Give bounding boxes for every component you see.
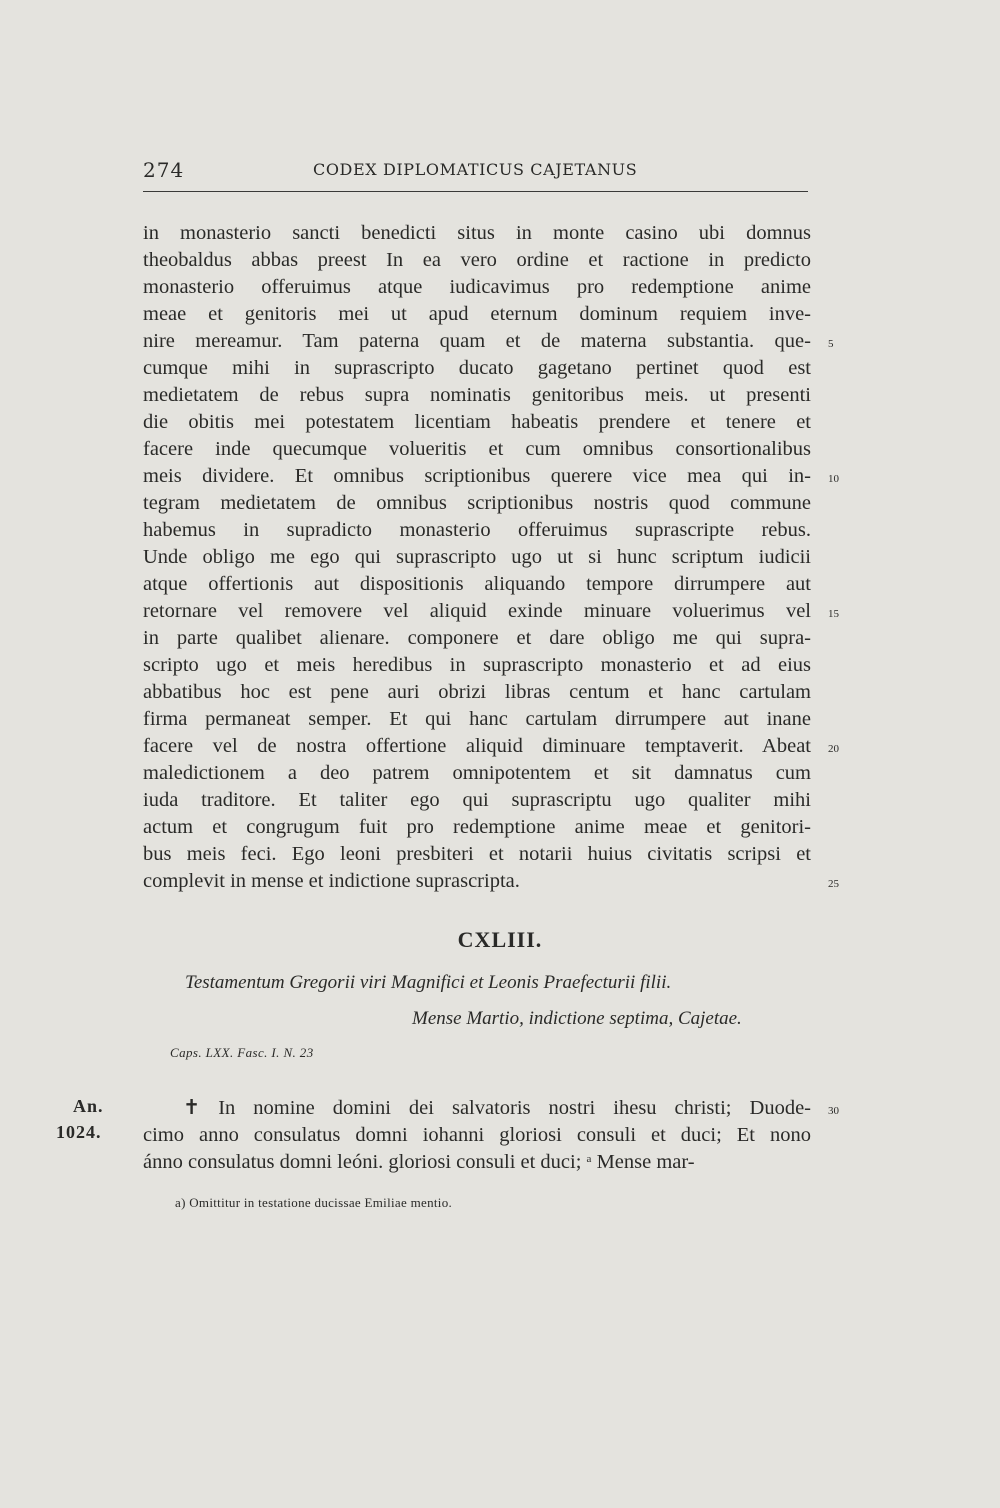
text-line: meis dividere. Et omnibus scriptionibus querere vice mea qui in- xyxy=(143,465,811,487)
text-line: iuda traditore. Et taliter ego qui suprascriptu ugo qualiter mihi xyxy=(143,789,811,811)
margin-year-label: An. xyxy=(73,1096,104,1116)
document-text-line: cimo anno consulatus domni iohanni gloriosi consuli et duci; Et nono xyxy=(143,1124,811,1146)
text-line: complevit in mense et indictione suprascripta. xyxy=(143,870,520,892)
text-line: scripto ugo et meis heredibus in suprascripto monasterio et ad eius xyxy=(143,654,811,676)
text-line: facere vel de nostra offertione aliquid diminuare temptaverit. Abeat xyxy=(143,735,811,757)
line-number: 25 xyxy=(828,878,839,890)
page-number: 274 xyxy=(143,158,185,182)
running-title: CODEX DIPLOMATICUS CAJETANUS xyxy=(313,160,638,179)
text-line: tegram medietatem de omnibus scriptionibus nostris quod commune xyxy=(143,492,811,514)
text-line: nire mereamur. Tam paterna quam et de materna substantia. que- xyxy=(143,330,811,352)
text-line: bus meis feci. Ego leoni presbiteri et notarii huius civitatis scripsi et xyxy=(143,843,811,865)
text-line: theobaldus abbas preest In ea vero ordine et ractione in predicto xyxy=(143,249,811,271)
footnote: a) Omittitur in testatione ducissae Emiliae mentio. xyxy=(175,1195,453,1210)
text-line: cumque mihi in suprascripto ducato gagetano pertinet quod est xyxy=(143,357,811,379)
document-title: Testamentum Gregorii viri Magnifici et Leonis Praefecturii filii. xyxy=(185,972,672,993)
text-line: actum et congrugum fuit pro redemptione anime meae et genitori- xyxy=(143,816,811,838)
document-text-line-tail: Mense mar- xyxy=(591,1151,695,1173)
document-text-line xyxy=(143,1149,811,1176)
text-line: medietatem de rebus supra nominatis genitoribus meis. ut presenti xyxy=(143,384,811,406)
margin-year-value: 1024. xyxy=(56,1122,102,1142)
line-number: 5 xyxy=(828,338,834,350)
text-line: monasterio offeruimus atque iudicavimus pro redemptione anime xyxy=(143,276,811,298)
line-number: 15 xyxy=(828,608,839,620)
text-line: firma permaneat semper. Et qui hanc cartulam dirrumpere aut inane xyxy=(143,708,811,730)
text-line: maledictionem a deo patrem omnipotentem et sit damnatus cum xyxy=(143,762,811,784)
line-number: 30 xyxy=(828,1105,839,1117)
text-line: atque offertionis aut dispositionis aliquando tempore dirrumpere aut xyxy=(143,573,811,595)
footnote-marker: a xyxy=(586,1153,592,1165)
header-rule xyxy=(143,191,808,192)
text-line: Unde obligo me ego qui suprascripto ugo ut si hunc scriptum iudicii xyxy=(143,546,811,568)
text-line: abbatibus hoc est pene auri obrizi libras centum et hanc cartulam xyxy=(143,681,811,703)
document-text-line-part: ánno consulatus domni leóni. gloriosi consuli et duci; xyxy=(143,1151,582,1173)
text-line: meae et genitoris mei ut apud eternum dominum requiem inve- xyxy=(143,303,811,325)
line-number: 10 xyxy=(828,473,839,485)
document-number: CXLIII. xyxy=(457,927,543,952)
text-line: retornare vel removere vel aliquid exinde minuare voluerimus vel xyxy=(143,600,811,622)
line-number: 20 xyxy=(828,743,839,755)
archive-reference: Caps. LXX. Fasc. I. N. 23 xyxy=(170,1045,314,1060)
text-line: in parte qualibet alienare. componere et dare obligo me qui supra- xyxy=(143,627,811,649)
text-line: in monasterio sancti benedicti situs in monte casino ubi domnus xyxy=(143,222,811,244)
text-line: facere inde quecumque volueritis et cum omnibus consortionalibus xyxy=(143,438,811,460)
text-line: die obitis mei potestatem licentiam habeatis prendere et tenere et xyxy=(143,411,811,433)
document-text-line: ✝ In nomine domini dei salvatoris nostri ihesu christi; Duode- xyxy=(183,1097,811,1119)
text-line: habemus in supradicto monasterio offeruimus suprascripte rebus. xyxy=(143,519,811,541)
document-date: Mense Martio, indictione septima, Cajetae. xyxy=(412,1008,742,1029)
